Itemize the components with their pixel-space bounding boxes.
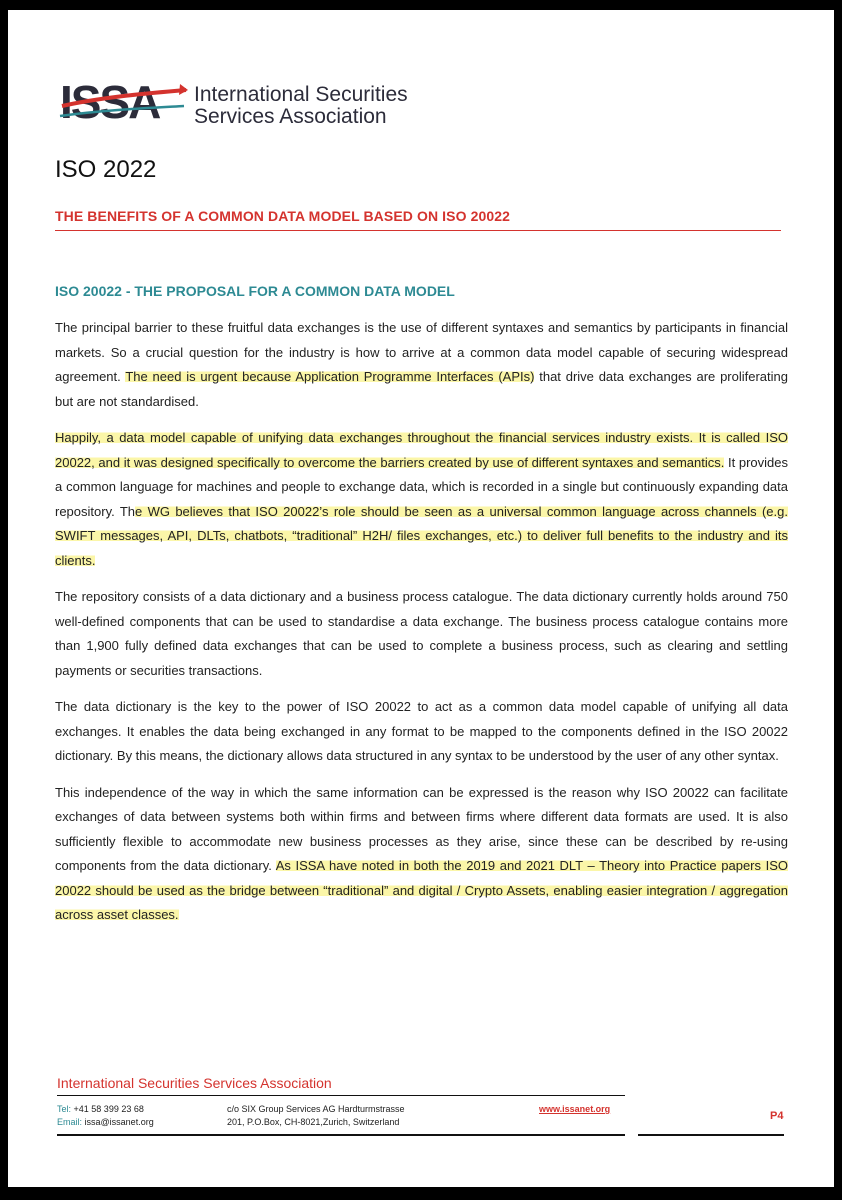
issa-logo-mark-icon [58,76,190,126]
document-page [8,10,834,1187]
paragraph-2: Happily, a data model capable of unifying data exchanges throughout the financial services industry exists. It is called ISO 20022, and it was designed specifically to overcome the barriers created by use of different syntaxes and semantics. It provides a common language for machines and people to exchange data, which is recorded in a single but continuously expanding data repository. The WG believes that ISO 20022’s role should be seen as a universal common language across channels (e.g. SWIFT messages, API, DLTs, chatbots, “traditional” H2H/ files exchanges, etc.) to deliver full benefits to the industry and its clients. [55,430,788,568]
email-label: Email: [57,1117,83,1127]
issa-logo [58,76,438,132]
footer-bottom-rule-right [638,1134,784,1136]
highlighted-text: Happily, a data model capable of unifying data exchanges throughout the financial services industry exists. It is called ISO 20022, and it was designed specifically to overcome the barriers created by use of different syntaxes and semantics. [55,430,788,470]
logo-name-line2: Services Association [194,105,387,128]
page-number: P4 [770,1110,784,1122]
tel-label: Tel: [57,1104,72,1114]
address-line1: c/o SIX Group Services AG Hardturmstrasse [227,1104,405,1114]
highlighted-text: e WG believes that ISO 20022’s role should be seen as a universal common language across channels (e.g. SWIFT messages, API, DLTs, chatbots, “traditional” H2H/ files exchanges, etc.) to deliver full benefits to the industry and its clients. [55,503,788,568]
highlighted-text: The need is urgent because Application Programme Interfaces (APIs) [125,369,535,384]
footer-contact [57,1103,154,1129]
footer-bottom-rule-left [57,1134,625,1136]
subtitle-divider [55,230,781,231]
website-link[interactable]: www.issanet.org [539,1104,611,1114]
email-link[interactable]: issa@issanet.org [84,1117,154,1127]
document-subtitle: THE BENEFITS OF A COMMON DATA MODEL BASED ON ISO 20022 [55,208,510,224]
logo-org-name [194,84,408,128]
issa-logo-wordmark: ISSA [60,76,160,126]
paragraph-3: The repository consists of a data dictionary and a business process catalogue. The data dictionary currently holds around 750 well-defined components that can be used to standardise a data exchange. The business process catalogue contains more than 1,900 fully defined data exchanges that can be used to complete a business process, such as clearing and settling payments or securities transactions. [55,589,788,678]
paragraph-5: This independence of the way in which the same information can be expressed is the reason why ISO 20022 can facilitate exchanges of data between systems both within firms and between firms where different data formats are used. It is also sufficiently flexible to accommodate new business processes as they arise, since these can be described by re-using components from the data dictionary. As ISSA have noted in both the 2019 and 2021 DLT – Theory into Practice papers ISO 20022 should be used as the bridge between “traditional” and digital / Crypto Assets, enabling easier integration / aggregation across asset classes. [55,784,788,922]
paragraph-4: The data dictionary is the key to the power of ISO 20022 to act as a common data model capable of unifying all data exchanges. It enables the data being exchanged in any format to be mapped to the components defined in the ISO 20022 dictionary. By this means, the dictionary allows data structured in any syntax to be understood by the user of any other syntax. [55,699,788,763]
section-heading: ISO 20022 - THE PROPOSAL FOR A COMMON DATA MODEL [55,283,455,299]
document-title: ISO 2022 [55,156,157,183]
logo-name-line1: International Securities [194,83,408,106]
tel-value: +41 58 399 23 68 [73,1104,144,1114]
address-line2: 201, P.O.Box, CH-8021,Zurich, Switzerland [227,1117,400,1127]
paragraph-1: The principal barrier to these fruitful data exchanges is the use of different syntaxes and semantics by participants in financial markets. So a crucial question for the industry is how to arrive at a common data model capable of securing widespread agreement. The need is urgent because Application Programme Interfaces (APIs) that drive data exchanges are proliferating but are not standardised. [55,320,788,409]
footer-address [227,1103,405,1129]
footer-divider [57,1095,625,1096]
highlighted-text: As ISSA have noted in both the 2019 and 2021 DLT – Theory into Practice papers ISO 20022 should be used as the bridge between “traditional” and digital / Crypto Assets, enabling easier integration / aggregation across asset classes. [55,858,788,922]
footer-org-name: International Securities Services Association [57,1075,332,1091]
body-text [55,316,788,940]
